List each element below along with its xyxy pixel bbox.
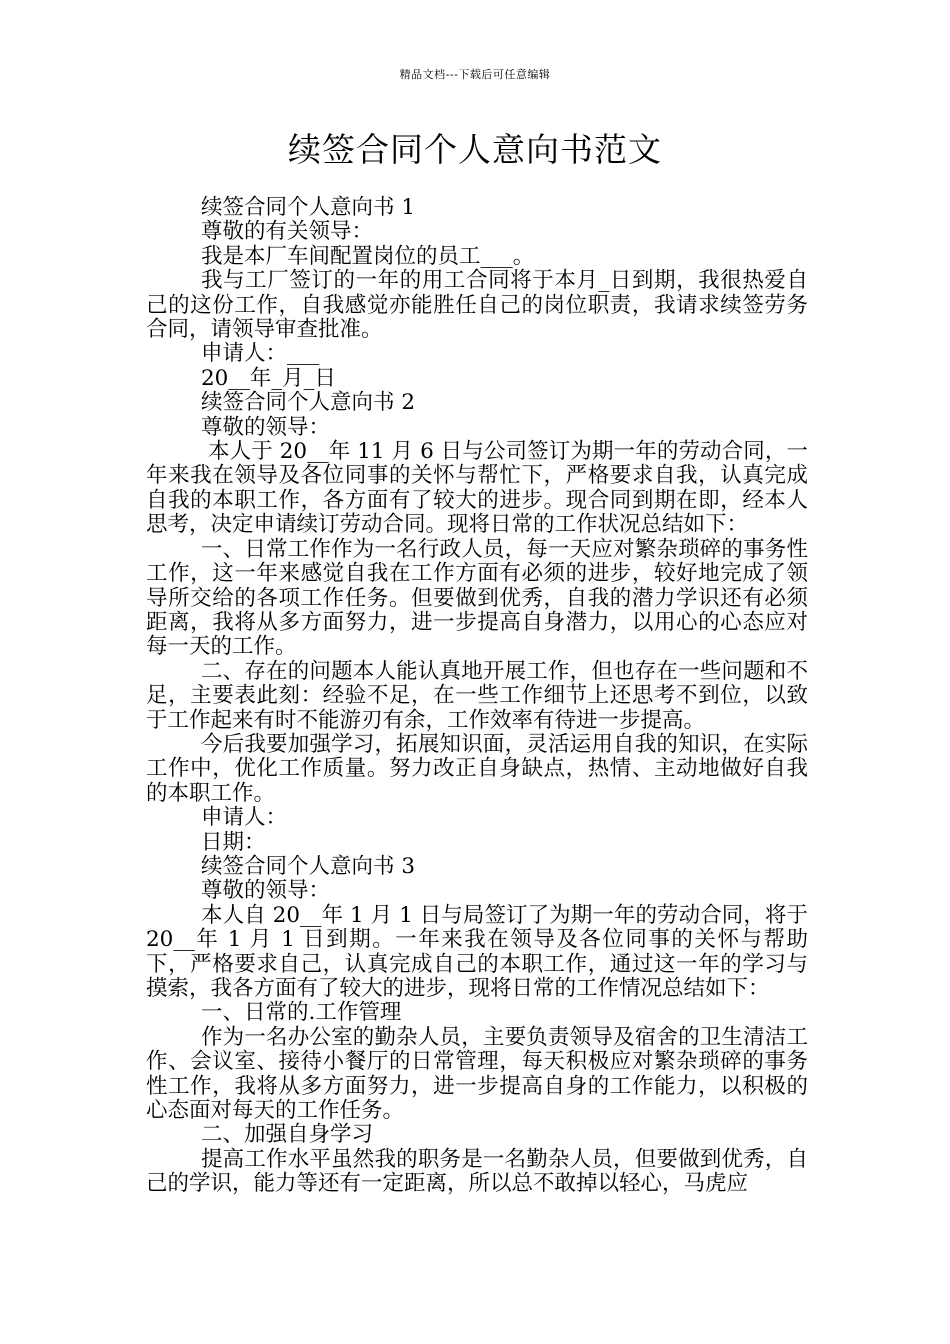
body-paragraph: 我与工厂签订的一年的用工合同将于本月_日到期，我很热爱自己的这份工作，自我感觉亦能胜任自己的岗位职责，我请求续签劳务合同，请领导审查批准。 bbox=[146, 268, 808, 343]
body-paragraph: 二、存在的问题本人能认真地开展工作，但也存在一些问题和不足，主要表此刻：经验不足，在一些工作细节上还思考不到位，以致于工作起来有时不能游刃有余，工作效率有待进一步提高。 bbox=[146, 658, 808, 733]
subheading: 二、加强自身学习 bbox=[201, 1122, 374, 1148]
salutation-2: 尊敬的领导： bbox=[201, 414, 331, 440]
salutation-3: 尊敬的领导： bbox=[201, 878, 331, 904]
date-line-2: 日期： bbox=[201, 829, 266, 855]
document-title: 续签合同个人意向书范文 bbox=[288, 130, 662, 169]
body-paragraph: 本人于 20__年 11 月 6 日与公司签订为期一年的劳动合同，一年来我在领导及各位同事的关怀与帮忙下，严格要求自我，认真完成自我的本职工作，各方面有了较大的进步。现合同到期在即，经本人思考，决定申请续订劳动合同。现将日常的工作状况总结如下： bbox=[146, 439, 808, 538]
subheading: 一、日常的.工作管理 bbox=[201, 1000, 402, 1026]
body-paragraph: 我是本厂车间配置岗位的员工___。 bbox=[201, 243, 535, 269]
section-heading-3: 续签合同个人意向书 3 bbox=[201, 853, 416, 879]
salutation-1: 尊敬的有关领导： bbox=[201, 219, 374, 245]
body-paragraph: 提高工作水平虽然我的职务是一名勤杂人员，但要做到优秀，自己的学识，能力等还有一定距离，所以总不敢掉以轻心，马虎应 bbox=[146, 1146, 808, 1197]
applicant-line-1: 申请人：___ bbox=[201, 341, 320, 367]
section-heading-2: 续签合同个人意向书 2 bbox=[201, 390, 416, 416]
section-heading-1: 续签合同个人意向书 1 bbox=[201, 195, 416, 220]
applicant-line-2: 申请人： bbox=[201, 805, 288, 831]
date-line-1: 20__年_月_日 bbox=[201, 365, 336, 391]
body-paragraph: 作为一名办公室的勤杂人员，主要负责领导及宿舍的卫生清洁工作、会议室、接待小餐厅的日常管理，每天积极应对繁杂琐碎的事务性工作，我将从多方面努力，进一步提高自身的工作能力，以积极的心态面对每天的工作任务。 bbox=[146, 1024, 808, 1124]
body-paragraph: 一、日常工作作为一名行政人员，每一天应对繁杂琐碎的事务性工作，这一年来感觉自我在工作方面有必须的进步，较好地完成了领导所交给的各项工作任务。但要做到优秀，自我的潜力学识还有必须距离，我将从多方面努力，进一步提高自身潜力，以用心的心态应对每一天的工作。 bbox=[146, 536, 808, 660]
document-body bbox=[146, 195, 815, 1197]
header-note: 精品文档---下载后可任意编辑 bbox=[399, 68, 551, 81]
body-paragraph: 今后我要加强学习，拓展知识面，灵活运用自我的知识，在实际工作中，优化工作质量。努力改正自身缺点，热情、主动地做好自我的本职工作。 bbox=[146, 731, 808, 806]
body-paragraph: 本人自 20__年 1 月 1 日与局签订了为期一年的劳动合同，将于 20__年 1 月 1 日到期。一年来我在领导及各位同事的关怀与帮助下，严格要求自己，认真完成自己的本职工作，通过这一年的学习与摸索，我各方面有了较大的进步，现将日常的工作情况总结如下： bbox=[146, 902, 815, 1001]
